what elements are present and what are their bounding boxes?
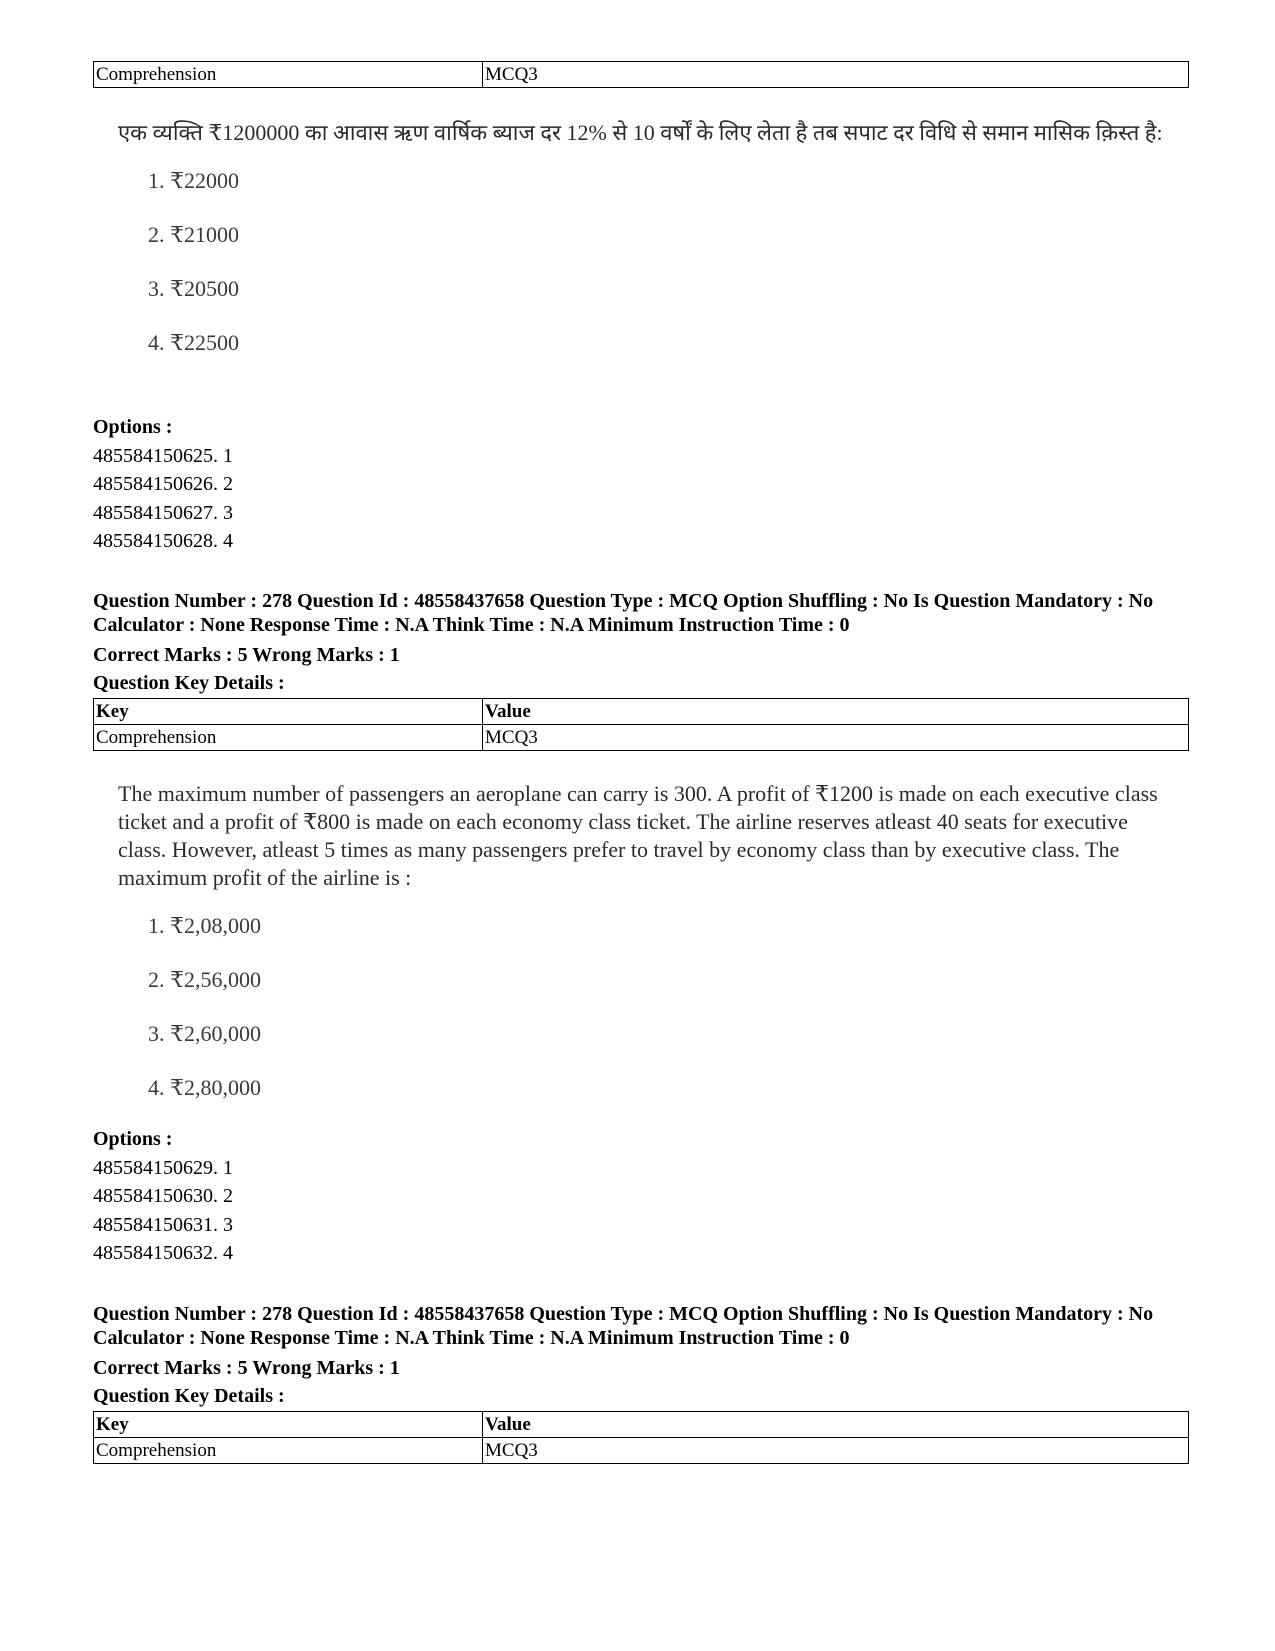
question-key-table-top: [93, 61, 1189, 88]
question-image-2: [118, 780, 1178, 1128]
header-value: Value: [483, 1412, 1189, 1438]
question-text: एक व्यक्ति ₹1200000 का आवास ऋण वार्षिक ब्याज दर 12% से 10 वर्षों के लिए लेता है तब सपाट दर विधि से समान मासिक क़िस्त है:: [118, 120, 1163, 145]
table-header-row: [94, 699, 1189, 725]
key-cell: Comprehension: [94, 725, 483, 751]
marks-info: Correct Marks : 5 Wrong Marks : 1: [93, 1357, 400, 1379]
marks-info: Correct Marks : 5 Wrong Marks : 1: [93, 644, 400, 666]
options-label: Options :: [93, 416, 173, 438]
choice-item: 2. ₹21000: [148, 222, 239, 247]
choice-item: 4. ₹2,80,000: [148, 1075, 261, 1100]
question-key-table-3: [93, 1411, 1189, 1464]
key-cell: Comprehension: [94, 62, 483, 88]
option-item: 485584150631. 3: [93, 1213, 233, 1236]
value-cell: MCQ3: [483, 725, 1189, 751]
question-key-table-2: [93, 698, 1189, 751]
table-row: [94, 62, 1189, 88]
options-block-1: [93, 413, 233, 556]
key-details-heading: Question Key Details :: [93, 672, 285, 694]
key-cell: Comprehension: [94, 1438, 483, 1464]
value-cell: MCQ3: [483, 62, 1189, 88]
choice-item: 1. ₹2,08,000: [148, 913, 261, 938]
question-info: Question Number : 278 Question Id : 48558437658 Question Type : MCQ Option Shuffling : No Is Question Mandatory : No Calculator : None Response Time : N.A Think Time : N.A Minimum Instruction Time : 0: [93, 590, 1154, 636]
key-details-heading: Question Key Details :: [93, 1385, 285, 1407]
table-header-row: [94, 1412, 1189, 1438]
option-item: 485584150629. 1: [93, 1156, 233, 1179]
header-key: Key: [94, 699, 483, 725]
question-meta-2: [93, 1303, 1203, 1408]
choice-item: 4. ₹22500: [148, 330, 239, 355]
value-cell: MCQ3: [483, 1438, 1189, 1464]
choice-list: [118, 912, 1178, 1128]
choice-item: 2. ₹2,56,000: [148, 967, 261, 992]
table-row: [94, 725, 1189, 751]
question-info: Question Number : 278 Question Id : 48558437658 Question Type : MCQ Option Shuffling : No Is Question Mandatory : No Calculator : None Response Time : N.A Think Time : N.A Minimum Instruction Time : 0: [93, 1303, 1154, 1349]
option-item: 485584150628. 4: [93, 530, 233, 552]
options-block-2: [93, 1125, 233, 1268]
question-meta-1: [93, 590, 1203, 695]
choice-item: 3. ₹2,60,000: [148, 1021, 261, 1046]
choice-item: 3. ₹20500: [148, 276, 239, 301]
question-text: The maximum number of passengers an aeroplane can carry is 300. A profit of ₹1200 is made on each executive class ticket and a profit of ₹800 is made on each economy class ticket. The airline reserves atleast 40 seats for executive class. However, atleast 5 times as many passengers prefer to travel by economy class than by executive class. The maximum profit of the airline is :: [118, 781, 1158, 890]
header-value: Value: [483, 699, 1189, 725]
header-key: Key: [94, 1412, 483, 1438]
choice-list: [118, 167, 1178, 383]
question-image-1: [118, 119, 1178, 383]
option-item: 485584150630. 2: [93, 1185, 233, 1207]
option-item: 485584150626. 2: [93, 473, 233, 495]
options-label: Options :: [93, 1128, 173, 1150]
option-item: 485584150632. 4: [93, 1242, 233, 1264]
option-item: 485584150625. 1: [93, 444, 233, 467]
option-item: 485584150627. 3: [93, 501, 233, 524]
table-row: [94, 1438, 1189, 1464]
choice-item: 1. ₹22000: [148, 168, 239, 193]
